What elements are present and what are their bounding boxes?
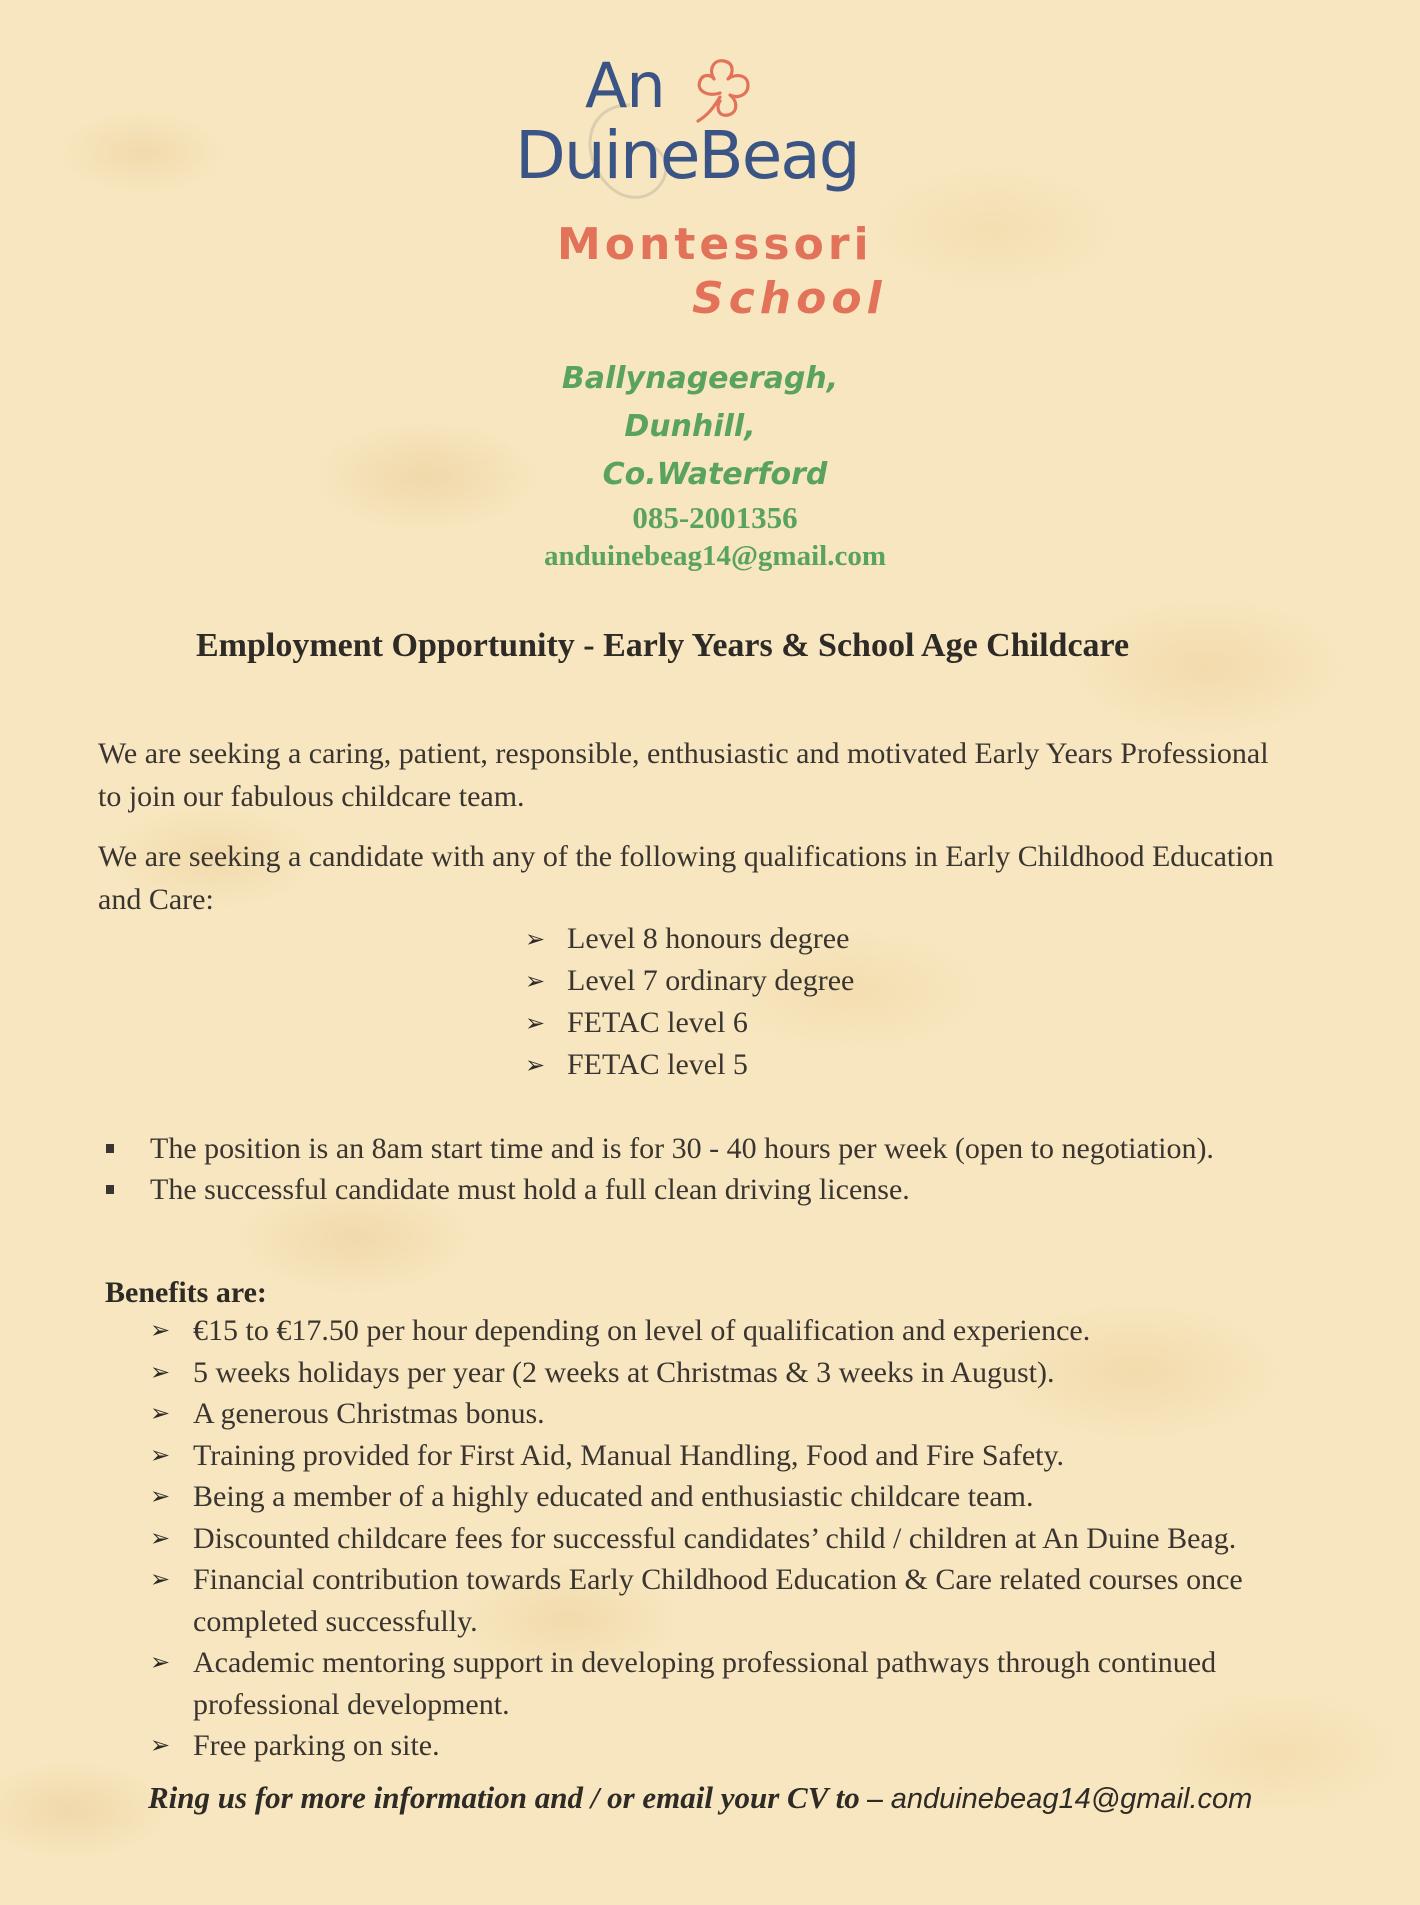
closing-email-link[interactable]: anduinebeag14@gmail.com [890,1783,1253,1815]
arrow-bullet-icon: ➢ [150,1523,171,1552]
list-item: ➢ Academic mentoring support in developing professional pathways through continued professional development. [150,1642,1350,1725]
list-item: ➢ FETAC level 6 [525,1002,854,1044]
logo-text-school: School [692,273,887,324]
logo-text-an: An [585,49,665,122]
intro-paragraph-1: We are seeking a caring, patient, responsible, enthusiastic and motivated Early Years Professional to join our fabulous childcare team. [98,737,1269,813]
arrow-bullet-icon: ➢ [150,1316,171,1344]
list-item: ➢ Discounted childcare fees for successful candidates’ child / children at An Duine Beag. [150,1518,1350,1560]
arrow-bullet-icon: ➢ [150,1482,171,1510]
list-item: ➢ FETAC level 5 [525,1044,854,1086]
square-bullet-icon [106,1185,114,1194]
list-item: ➢ Level 8 honours degree [525,918,854,960]
page-title: Employment Opportunity - Early Years & School Age Childcare [196,627,1130,664]
arrow-bullet-icon: ➢ [525,967,546,995]
arrow-bullet-icon: ➢ [150,1399,171,1427]
list-item: ➢ Training provided for First Aid, Manual Handling, Food and Fire Safety. [150,1435,1350,1477]
list-item: ➢ €15 to €17.50 per hour depending on level of qualification and experience. [150,1310,1350,1352]
closing-call-to-action [148,1780,1252,1816]
arrow-bullet-icon: ➢ [150,1357,171,1386]
address-block [0,355,1420,575]
list-item: The successful candidate must hold a full clean driving license. [100,1169,1214,1210]
arrow-bullet-icon: ➢ [150,1565,171,1593]
address-line-1: Ballynageeragh, [561,361,839,396]
list-item: ➢ 5 weeks holidays per year (2 weeks at Christmas & 3 weeks in August). [150,1352,1350,1394]
list-item: ➢ Free parking on site. [150,1725,1350,1767]
arrow-bullet-icon: ➢ [525,1009,546,1037]
benefits-heading: Benefits are: [105,1276,267,1309]
address-line-2: Dunhill, [624,409,756,444]
list-item: The position is an 8am start time and is for 30 - 40 hours per week (open to negotiation). [100,1128,1214,1169]
intro-paragraph-2: We are seeking a candidate with any of the following qualifications in Early Childhood Education and Care: [98,840,1274,916]
closing-text: Ring us for more information and / or email your CV to – [148,1780,883,1815]
list-item: ➢ A generous Christmas bonus. [150,1393,1350,1435]
requirements-list [100,1128,1214,1210]
logo-text-montessori: Montessori [557,219,873,270]
school-logo [515,49,915,325]
list-item: ➢ Financial contribution towards Early Childhood Education & Care related courses once completed successfully. [150,1559,1350,1642]
address-line-3: Co.Waterford [602,457,828,492]
square-bullet-icon [106,1144,114,1153]
arrow-bullet-icon: ➢ [150,1731,171,1759]
arrow-bullet-icon: ➢ [150,1648,171,1676]
phone-number: 085-2001356 [632,500,798,535]
contact-email: anduinebeag14@gmail.com [544,540,886,572]
list-item: ➢ Level 7 ordinary degree [525,960,854,1002]
arrow-bullet-icon: ➢ [150,1440,171,1469]
arrow-bullet-icon: ➢ [525,1051,546,1079]
logo-text-duine-beag: DuineBeag [515,117,859,194]
benefits-list [150,1310,1350,1767]
qualifications-list [525,918,854,1086]
arrow-bullet-icon: ➢ [525,925,546,953]
list-item: ➢ Being a member of a highly educated and enthusiastic childcare team. [150,1476,1350,1518]
